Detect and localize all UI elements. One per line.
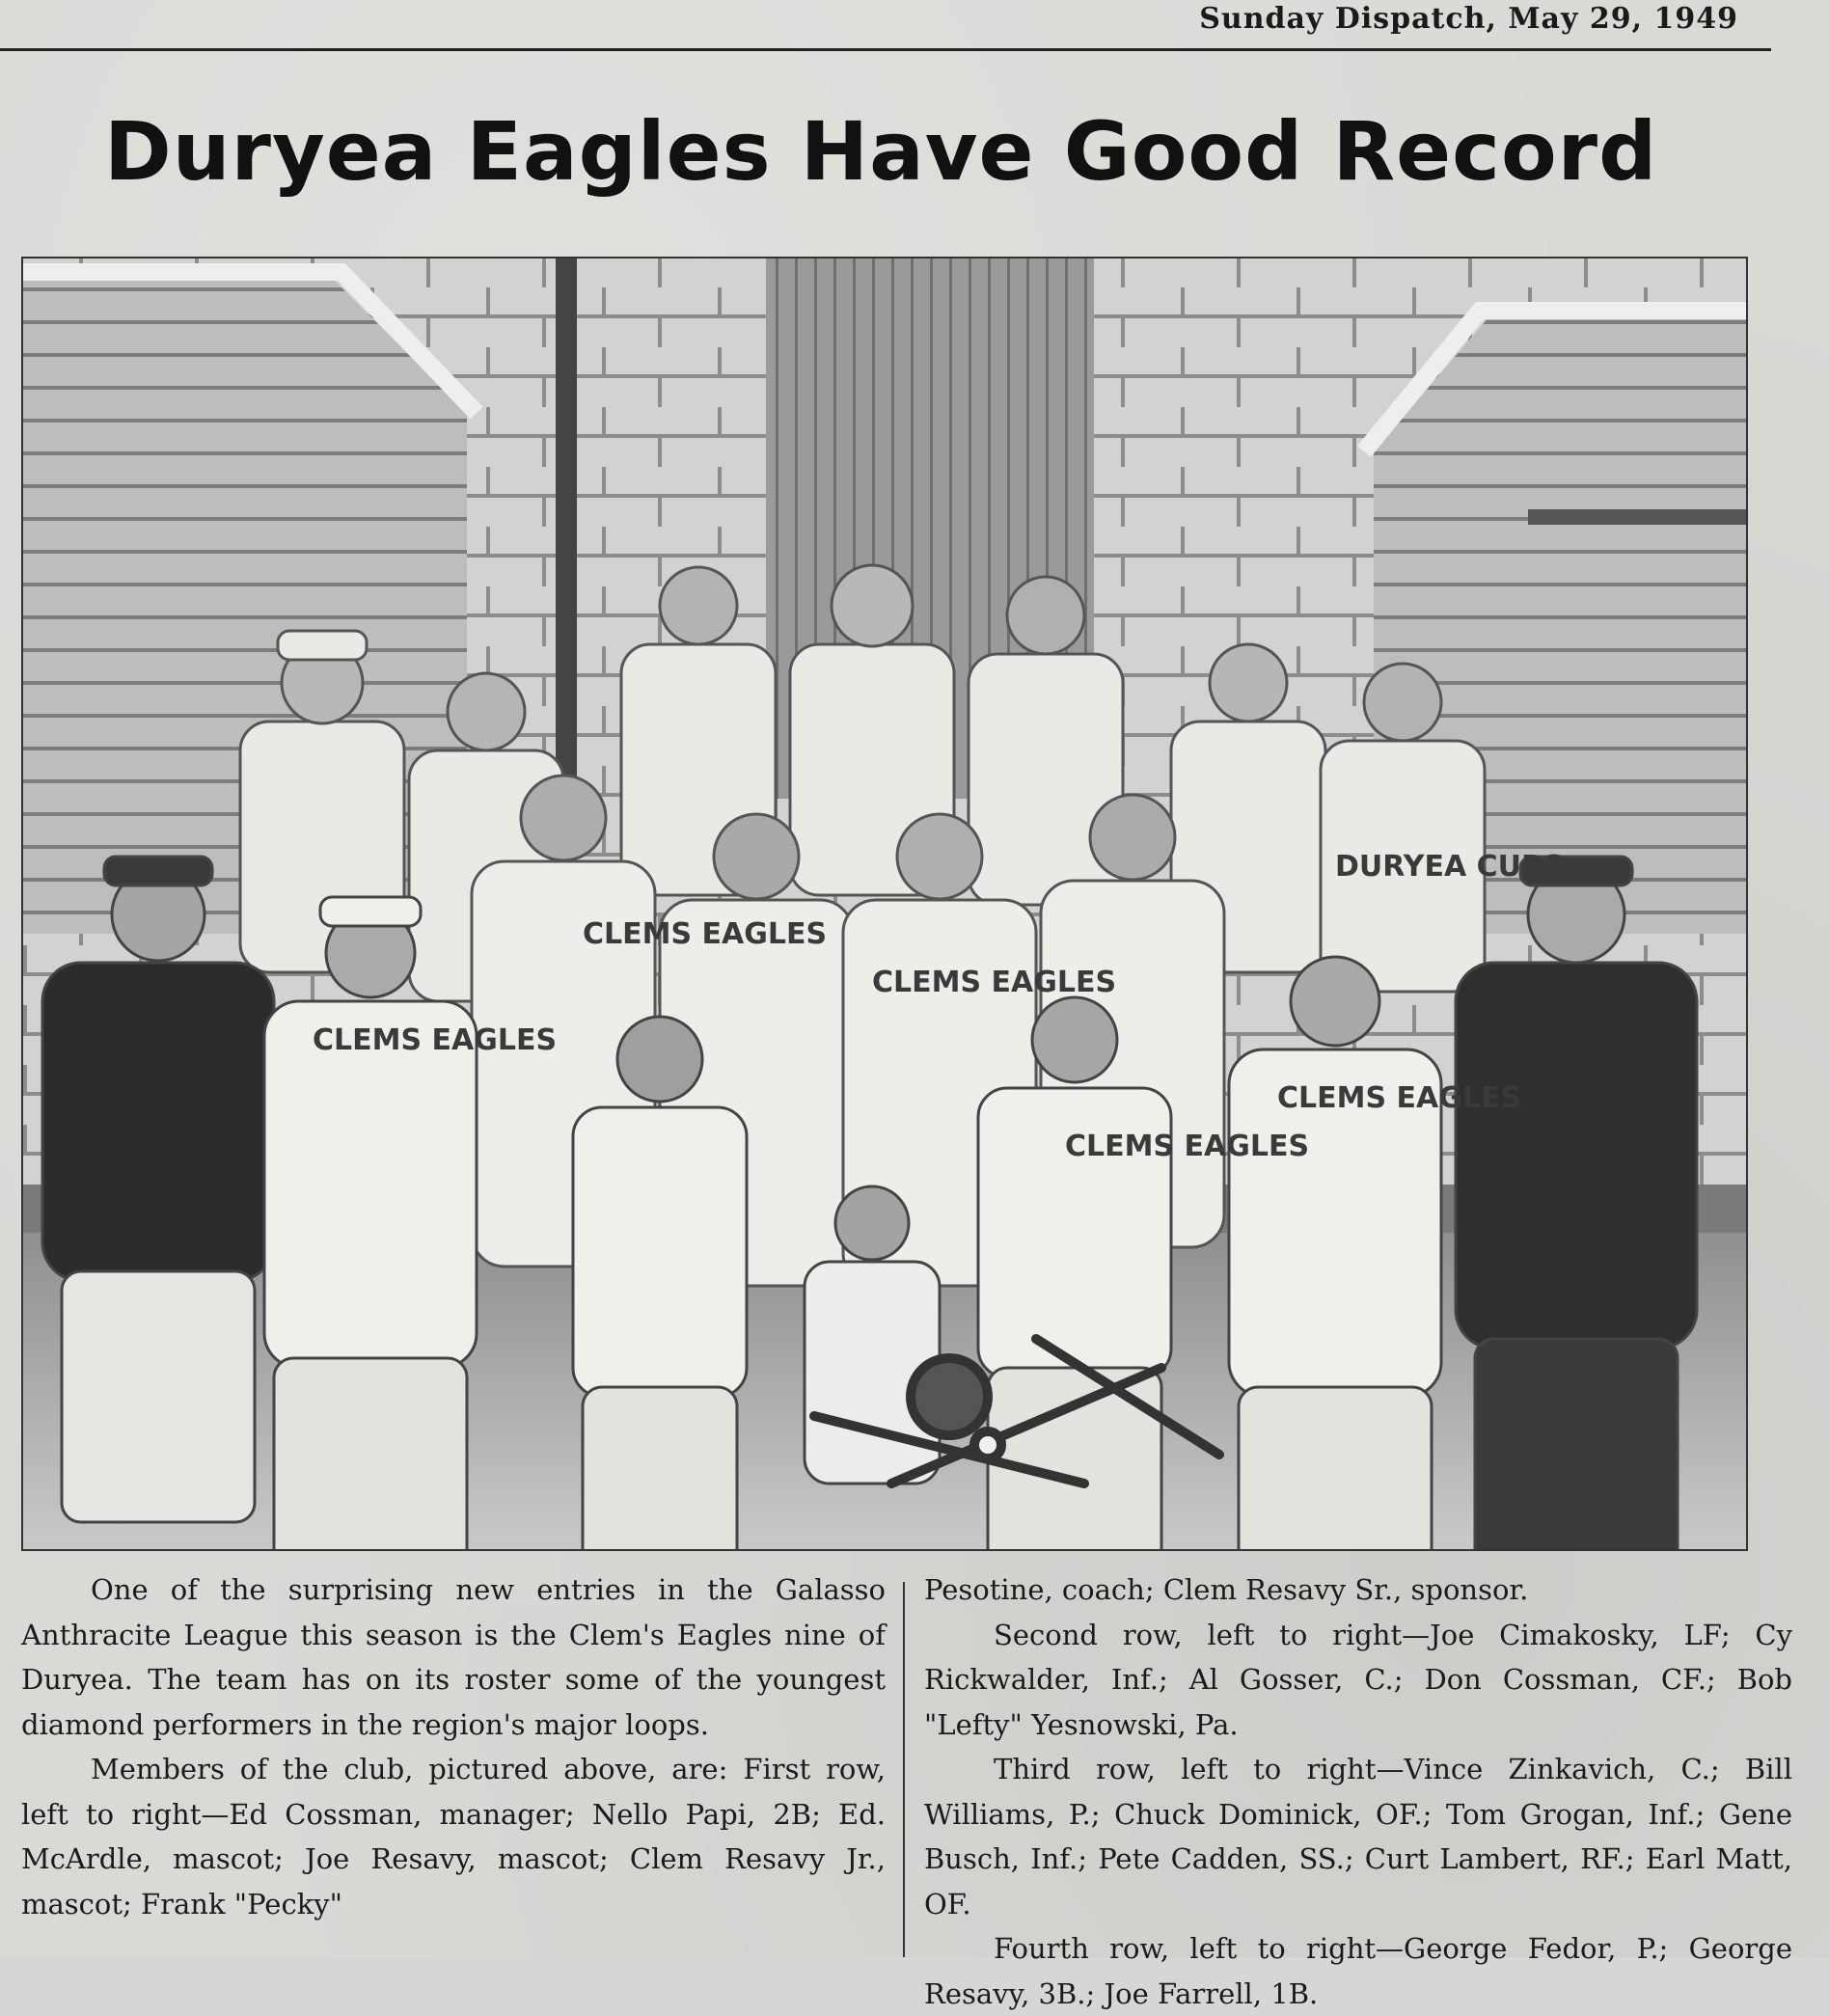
- jersey-lettering: CLEMS EAGLES: [313, 1023, 558, 1057]
- article-paragraph: Fourth row, left to right—George Fedor, P.; George Resavy, 3B.; Joe Farrell, 1B.: [924, 1932, 1792, 2010]
- article-paragraph: Members of the club, pictured above, are: First row, left to right—Ed Cossman, manager; Nello Papi, 2B; Ed. McArdle, mascot; Joe Resavy, mascot; Clem Resavy Jr., mascot; Frank "Pecky": [21, 1753, 886, 1921]
- dateline: Sunday Dispatch, May 29, 1949: [1199, 2, 1738, 36]
- jersey-lettering: CLEMS EAGLES: [1277, 1081, 1522, 1115]
- jersey-lettering: CLEMS EAGLES: [583, 917, 828, 951]
- article-paragraph: Pesotine, coach; Clem Resavy Sr., sponsor.: [924, 1573, 1529, 1606]
- column-divider: [903, 1582, 905, 1957]
- jersey-lettering: CLEMS EAGLES: [1065, 1130, 1310, 1163]
- article-right-column: [924, 1567, 1792, 2016]
- jersey-lettering: CLEMS EAGLES: [872, 966, 1117, 999]
- article-paragraph: Third row, left to right—Vince Zinkavich, C.; Bill Williams, P.; Chuck Dominick, OF.; Tom Grogan, Inf.; Gene Busch, Inf.; Pete Cadden, SS.; Curt Lambert, RF.; Earl Matt, OF.: [924, 1753, 1792, 1921]
- top-rule: [0, 48, 1771, 51]
- window-sill: [1528, 509, 1746, 525]
- article-paragraph: Second row, left to right—Joe Cimakosky, LF; Cy Rickwalder, Inf.; Al Gosser, C.; Don Cossman, CF.; Bob "Lefty" Yesnowski, Pa.: [924, 1618, 1792, 1741]
- article-paragraph: One of the surprising new entries in the Galasso Anthracite League this season is the Clem's Eagles nine of Duryea. The team has on its roster some of the youngest diamond performers in the region's major loops.: [21, 1573, 886, 1741]
- headline: Duryea Eagles Have Good Record: [104, 104, 1658, 199]
- article-left-column: [21, 1567, 886, 1926]
- team-photo: [21, 257, 1748, 1551]
- team-photo-illustration: [23, 259, 1746, 1549]
- jersey-lettering: DURYEA CUBS: [1335, 850, 1565, 884]
